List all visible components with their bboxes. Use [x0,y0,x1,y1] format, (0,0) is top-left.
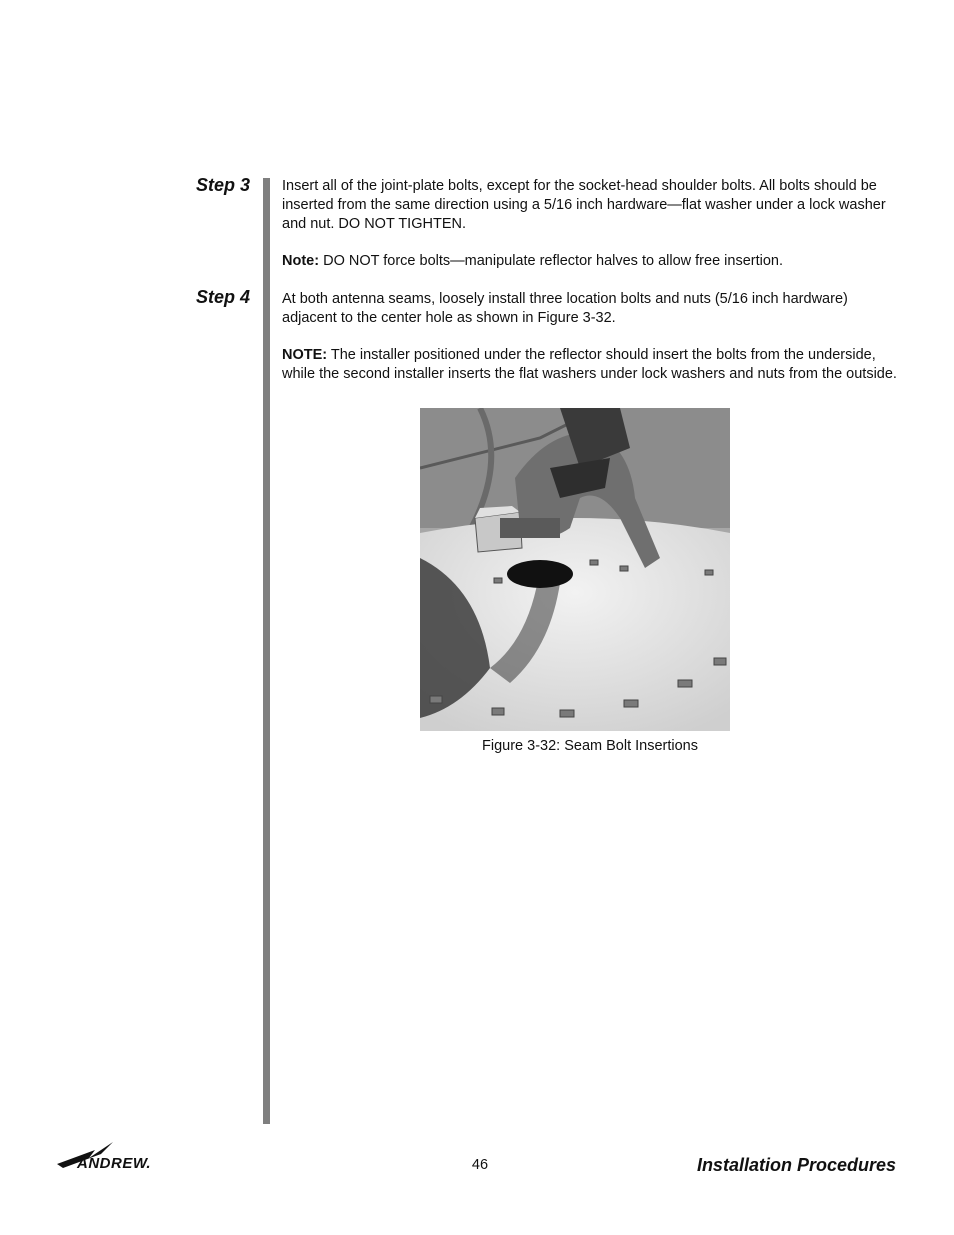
step-3-note [282,252,902,271]
note-text: DO NOT force bolts—manipulate reflector halves to allow free insertion. [319,253,783,269]
page-number: 46 [471,1157,489,1173]
note-label: NOTE: [282,347,328,363]
step-3-body: Insert all of the joint-plate bolts, except for the socket-head shoulder bolts. All bolts should be inserted from the same direction using a 5/16 inch hardware—flat washer under a lock washer and nut. DO NOT TIGHTEN. [282,178,886,232]
logo-wordmark: ANDREW. [77,1155,152,1172]
step-4-body: At both antenna seams, loosely install three location bolts and nuts (5/16 inch hardware) adjacent to the center hole as shown in Figure 3-32. [282,291,848,326]
step-4-note [282,346,902,384]
figure-photo [420,408,730,731]
figure-caption: Figure 3-32: Seam Bolt Insertions [482,738,698,754]
step-4-label: Step 4 [195,287,250,307]
note-text: The installer positioned under the reflector should insert the bolts from the underside, while the second installer inserts the flat washers under lock washers and nuts from the outside. [282,347,897,382]
step-3-label: Step 3 [195,175,250,195]
note-label: Note: [282,253,320,269]
section-title: Installation Procedures [696,1155,896,1175]
margin-bar [263,178,270,1124]
andrew-logo [55,1140,170,1176]
